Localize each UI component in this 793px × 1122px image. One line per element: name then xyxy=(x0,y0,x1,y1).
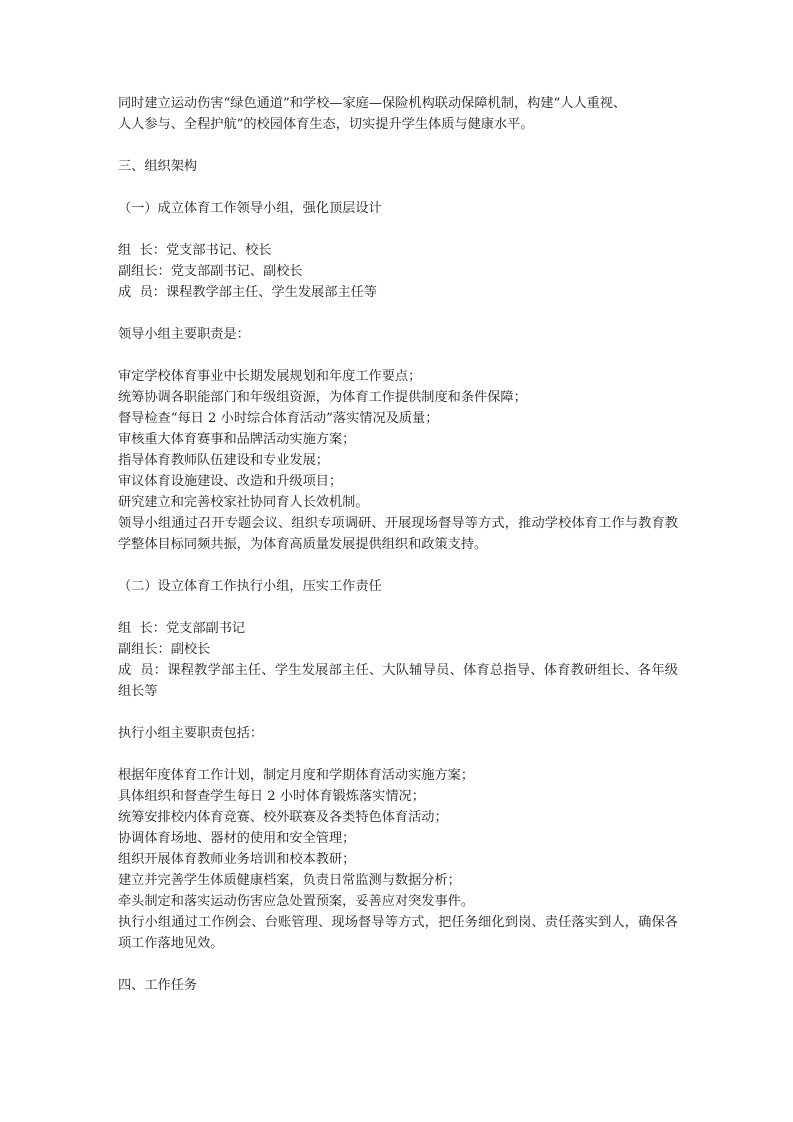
group-2-duty-item: 根据年度体育工作计划，制定月度和学期体育活动实施方案； xyxy=(118,768,475,783)
group-1-duty-item: 指导体育教师队伍建设和专业发展； xyxy=(118,453,329,468)
group-1-duty-item: 审定学校体育事业中长期发展规划和年度工作要点； xyxy=(118,369,422,384)
section-4-heading: 四、工作任务 xyxy=(118,978,198,993)
group-1-leader: 组 长：党支部书记、校长 xyxy=(118,243,272,258)
document-page xyxy=(118,93,678,996)
group-2-leader: 组 长：党支部副书记 xyxy=(118,621,246,636)
group-1-heading: （一）成立体育工作领导小组，强化顶层设计 xyxy=(118,201,382,216)
group-1-duties-intro: 领导小组主要职责是： xyxy=(118,327,250,342)
intro-line-2: 人人参与、全程护航”的校园体育生态，切实提升学生体质与健康水平。 xyxy=(118,117,534,132)
group-2-heading: （二）设立体育工作执行小组，压实工作责任 xyxy=(118,579,382,594)
group-1-duty-item: 审议体育设施建设、改造和升级项目； xyxy=(118,474,343,489)
group-1-duty-item: 督导检查“每日 2 小时综合体育活动”落实情况及质量； xyxy=(118,411,439,426)
group-1-deputy: 副组长：党支部副书记、副校长 xyxy=(118,264,303,279)
group-2-duty-item: 建立并完善学生体质健康档案，负责日常监测与数据分析； xyxy=(118,873,461,888)
group-1-duty-item: 审核重大体育赛事和品牌活动实施方案； xyxy=(118,432,356,447)
group-2-duty-item: 统筹安排校内体育竞赛、校外联赛及各类特色体育活动； xyxy=(118,810,448,825)
group-1-summary: 领导小组通过召开专题会议、组织专项调研、开展现场督导等方式，推动学校体育工作与教育教学整体目标同频共振，为体育高质量发展提供组织和政策支持。 xyxy=(118,516,678,552)
intro-line-1: 同时建立运动伤害“绿色通道”和学校—家庭—保险机构联动保障机制，构建“人人重视、 xyxy=(118,96,627,111)
section-3-heading: 三、组织架构 xyxy=(118,159,198,174)
group-2-duty-item: 具体组织和督查学生每日 2 小时体育锻炼落实情况； xyxy=(118,789,425,804)
group-2-duty-item: 组织开展体育教师业务培训和校本教研； xyxy=(118,852,356,867)
group-2-deputy: 副组长：副校长 xyxy=(118,642,211,657)
group-2-duty-item: 协调体育场地、器材的使用和安全管理； xyxy=(118,831,356,846)
group-1-members: 成 员：课程教学部主任、学生发展部主任等 xyxy=(118,285,377,300)
group-2-duties-intro: 执行小组主要职责包括： xyxy=(118,726,264,741)
group-2-duty-item: 牵头制定和落实运动伤害应急处置预案，妥善应对突发事件。 xyxy=(118,894,475,909)
group-2-summary: 执行小组通过工作例会、台账管理、现场督导等方式，把任务细化到岗、责任落实到人，确保各项工作落地见效。 xyxy=(118,915,678,951)
group-1-duty-item: 研究建立和完善校家社协同育人长效机制。 xyxy=(118,495,369,510)
group-1-duty-item: 统筹协调各职能部门和年级组资源，为体育工作提供制度和条件保障； xyxy=(118,390,527,405)
group-2-members: 成 员：课程教学部主任、学生发展部主任、大队辅导员、体育总指导、体育教研组长、各年级组长等 xyxy=(118,663,678,699)
